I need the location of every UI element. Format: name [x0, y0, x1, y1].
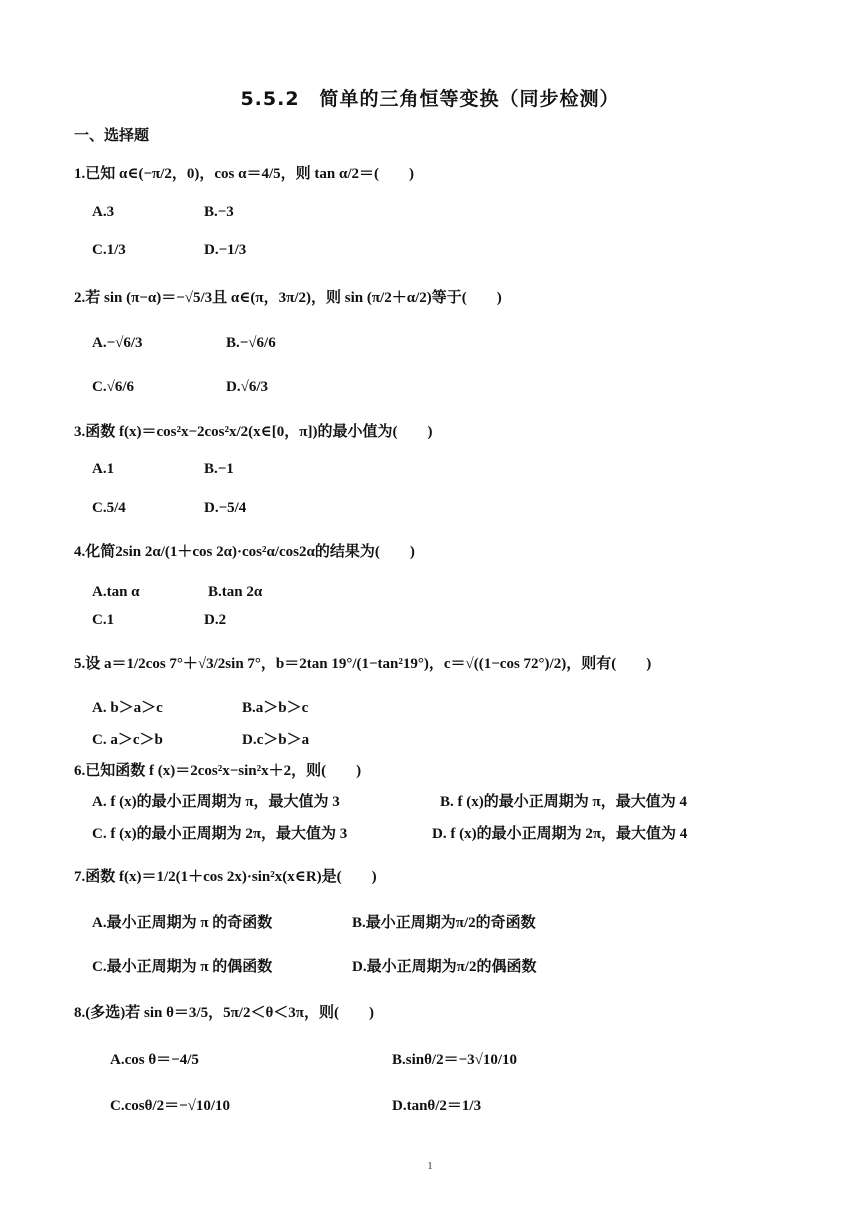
q1-option-a: A.3 — [92, 204, 115, 220]
question-1: 1.已知 α∈(−π/2，0)，cos α＝4/5，则 tan α/2＝( ) — [74, 166, 415, 182]
q4-option-a: A.tan α — [92, 584, 140, 600]
q2-option-c: C.√6/6 — [92, 379, 134, 395]
page-number: 1 — [427, 1160, 433, 1172]
q8-option-d: D.tanθ/2＝1/3 — [392, 1098, 482, 1114]
section-heading: 一、选择题 — [74, 126, 150, 144]
page-title: 5.5.2 简单的三角恒等变换（同步检测） — [240, 88, 620, 110]
q8-option-c: C.cosθ/2＝−√10/10 — [110, 1098, 231, 1114]
q5-option-a: A. b＞a＞c — [92, 700, 163, 716]
q5-option-b: B.a＞b＞c — [242, 700, 309, 716]
q6-option-d: D. f (x)的最小正周期为 2π，最大值为 4 — [432, 826, 688, 842]
q7-option-c: C.最小正周期为 π 的偶函数 — [92, 959, 273, 975]
q7-option-d: D.最小正周期为π/2的偶函数 — [352, 959, 537, 975]
q4-option-d: D.2 — [204, 612, 227, 628]
question-7: 7.函数 f(x)＝1/2(1＋cos 2x)·sin²x(x∈R)是( ) — [74, 869, 377, 885]
q8-option-a: A.cos θ＝−4/5 — [110, 1052, 199, 1068]
q6-option-c: C. f (x)的最小正周期为 2π，最大值为 3 — [92, 826, 348, 842]
question-3: 3.函数 f(x)＝cos²x−2cos²x/2(x∈[0，π])的最小值为( ) — [74, 424, 433, 440]
question-6: 6.已知函数 f (x)＝2cos²x−sin²x＋2，则( ) — [74, 763, 362, 779]
q8-option-b: B.sinθ/2＝−3√10/10 — [392, 1052, 518, 1068]
q3-option-c: C.5/4 — [92, 500, 126, 516]
question-5: 5.设 a＝1/2cos 7°＋√3/2sin 7°，b＝2tan 19°/(1−tan²19°)，c＝√((1−cos 72°)/2)，则有( ) — [74, 656, 652, 672]
question-8: 8.(多选)若 sin θ＝3/5，5π/2＜θ＜3π，则( ) — [74, 1005, 375, 1021]
q2-option-d: D.√6/3 — [226, 379, 268, 395]
q1-option-c: C.1/3 — [92, 242, 126, 258]
question-2: 2.若 sin (π−α)＝−√5/3且 α∈(π，3π/2)，则 sin (π/2＋α/2)等于( ) — [74, 290, 502, 306]
q5-option-d: D.c＞b＞a — [242, 732, 310, 748]
q7-option-a: A.最小正周期为 π 的奇函数 — [92, 915, 273, 931]
q4-option-c: C.1 — [92, 612, 115, 628]
q1-option-b: B.−3 — [204, 204, 234, 220]
q6-option-a: A. f (x)的最小正周期为 π，最大值为 3 — [92, 794, 340, 810]
q2-option-a: A.−√6/3 — [92, 335, 143, 351]
q4-option-b: B.tan 2α — [208, 584, 263, 600]
q6-option-b: B. f (x)的最小正周期为 π，最大值为 4 — [440, 794, 687, 810]
q1-option-d: D.−1/3 — [204, 242, 247, 258]
q2-option-b: B.−√6/6 — [226, 335, 276, 351]
q3-option-b: B.−1 — [204, 461, 234, 477]
q3-option-d: D.−5/4 — [204, 500, 247, 516]
q7-option-b: B.最小正周期为π/2的奇函数 — [352, 915, 536, 931]
q3-option-a: A.1 — [92, 461, 115, 477]
q5-option-c: C. a＞c＞b — [92, 732, 163, 748]
question-4: 4.化简2sin 2α/(1＋cos 2α)·cos²α/cos2α的结果为( ) — [74, 544, 415, 560]
